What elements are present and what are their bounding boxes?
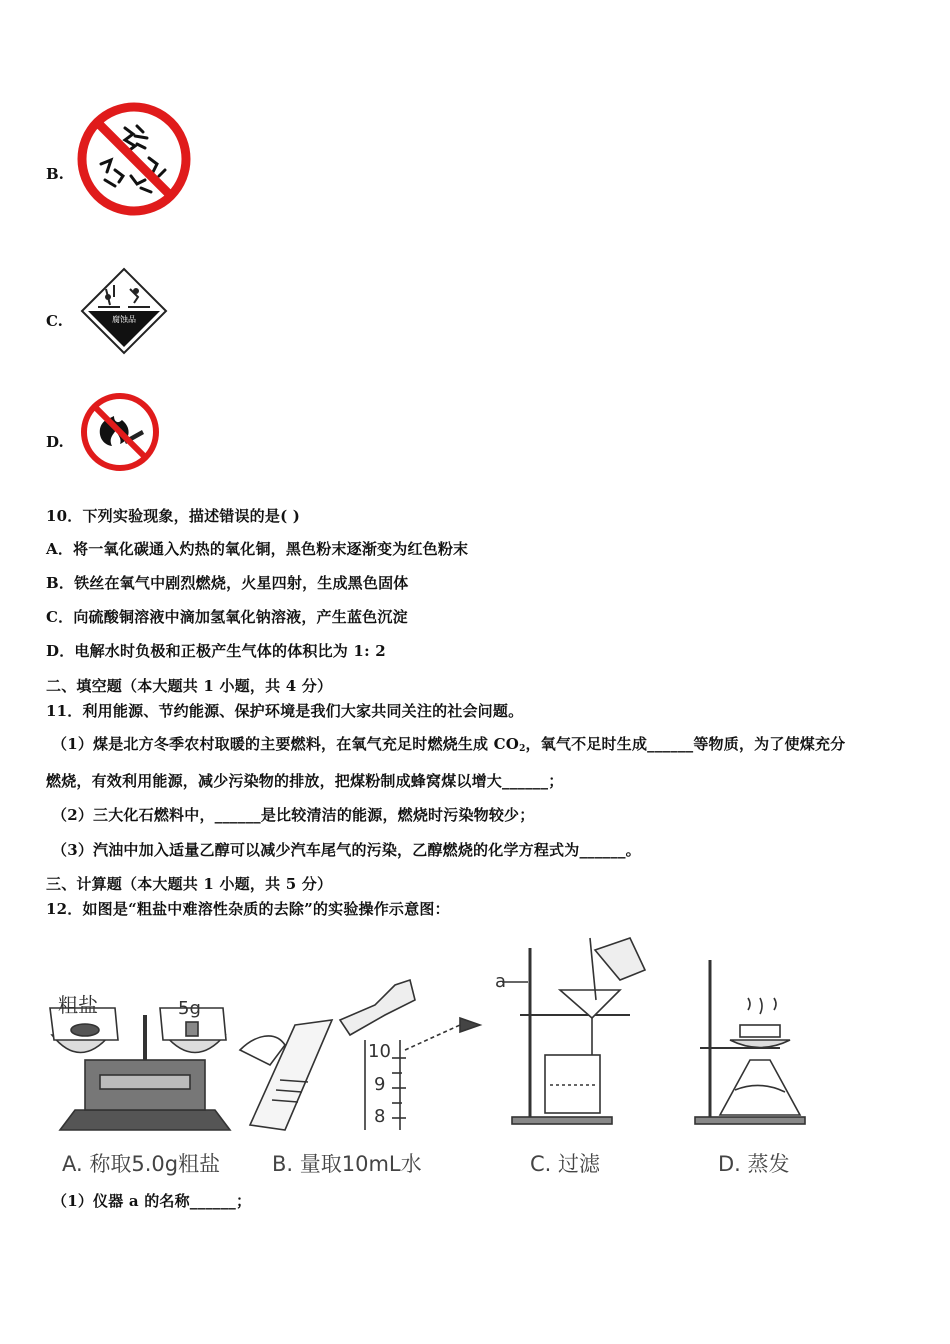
- cylinder-mark-9: 9: [374, 1074, 386, 1095]
- cylinder-apparatus: [240, 980, 480, 1130]
- caption-d: D. 蒸发: [718, 1152, 790, 1176]
- q11-part1-subscript: 2: [519, 744, 526, 754]
- q11-part3: （3）汽油中加入适量乙醇可以减少汽车尾气的污染，乙醇燃烧的化学方程式为______。: [52, 841, 641, 859]
- q10-stem: 10．下列实验现象，描述错误的是( ): [46, 507, 301, 525]
- option-b-label: B.: [46, 165, 64, 183]
- caption-a: A. 称取5.0g粗盐: [62, 1152, 221, 1176]
- caption-c: C. 过滤: [530, 1152, 601, 1176]
- q11-stem: 11．利用能源、节约能源、保护环境是我们大家共同关注的社会问题。: [46, 702, 524, 720]
- option-d-label: D.: [46, 433, 64, 451]
- q10-option-c: C．向硫酸铜溶液中滴加氢氧化钠溶液，产生蓝色沉淀: [46, 608, 408, 626]
- q10-option-a: A．将一氧化碳通入灼热的氧化铜，黑色粉末逐渐变为红色粉末: [46, 540, 469, 558]
- corrosive-sign-text: 腐蚀品: [112, 315, 136, 324]
- balance-apparatus: [50, 1008, 230, 1130]
- q10-option-b: B．铁丝在氧气中剧烈燃烧，火星四射，生成黑色固体: [46, 574, 409, 592]
- experiment-figure: [40, 930, 820, 1150]
- evaporation-apparatus: [695, 960, 805, 1124]
- filtration-apparatus: [502, 938, 645, 1124]
- weight-label: 5g: [178, 998, 201, 1019]
- option-c-label: C.: [46, 312, 63, 330]
- section2-heading: 二、填空题（本大题共 1 小题，共 4 分）: [46, 677, 333, 695]
- cylinder-mark-8: 8: [374, 1106, 386, 1127]
- q11-part1-line2: 燃烧，有效利用能源，减少污染物的排放，把煤粉制成蜂窝煤以增大______；: [46, 772, 564, 790]
- q12-stem: 12．如图是“粗盐中难溶性杂质的去除”的实验操作示意图：: [46, 900, 450, 918]
- cylinder-mark-10: 10: [368, 1041, 391, 1062]
- q11-part1-line1: [52, 733, 845, 754]
- q12-part1: （1）仪器 a 的名称______；: [52, 1192, 252, 1210]
- corrosive-sign-icon: [80, 267, 168, 355]
- caption-b: B. 量取10mL水: [272, 1152, 422, 1176]
- q11-part1-text-b: ，氧气不足时生成______等物质，为了使煤充分: [525, 735, 846, 753]
- q11-part2: （2）三大化石燃料中，______是比较清洁的能源，燃烧时污染物较少；: [52, 806, 535, 824]
- instrument-a-label: a: [495, 971, 507, 992]
- no-burning-straw-sign-icon: [75, 100, 193, 218]
- salt-label: 粗盐: [58, 993, 98, 1017]
- no-open-flame-sign-icon: [78, 390, 162, 474]
- q11-part1-text-a: （1）煤是北方冬季农村取暖的主要燃料，在氧气充足时燃烧生成 CO: [52, 735, 520, 753]
- section3-heading: 三、计算题（本大题共 1 小题，共 5 分）: [46, 875, 333, 893]
- q10-option-d: D．电解水时负极和正极产生气体的体积比为 1: 2: [46, 642, 386, 660]
